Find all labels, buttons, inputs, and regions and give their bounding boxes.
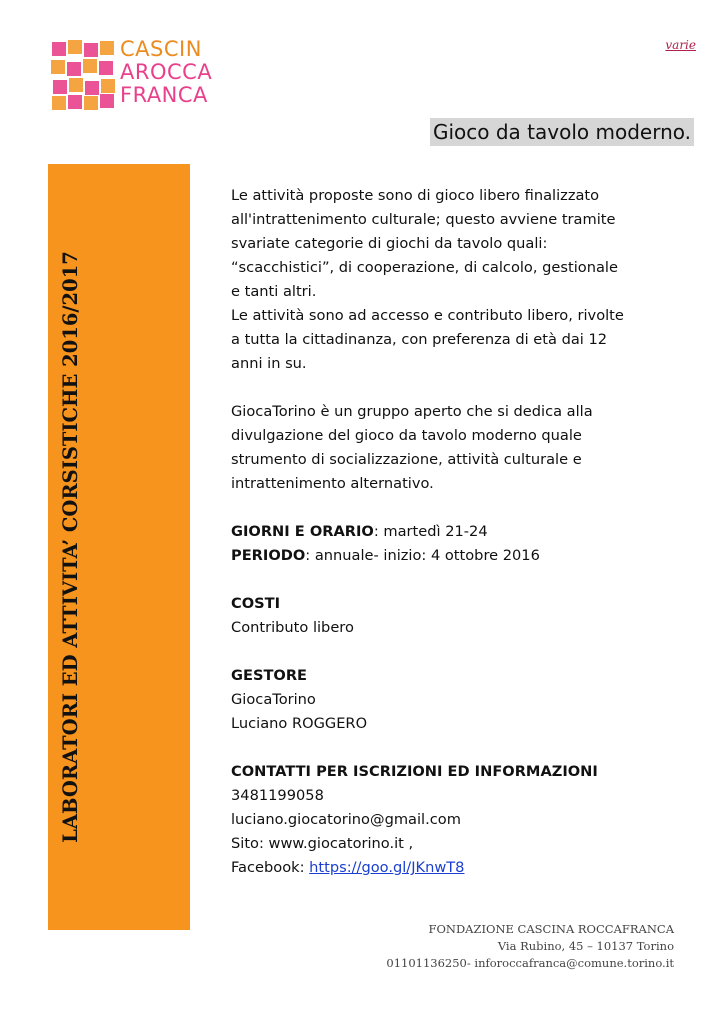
schedule-value: : martedì 21-24 — [373, 523, 488, 540]
manager-name: Luciano ROGGERO — [231, 715, 368, 732]
text-line: all'intrattenimento culturale; questo avviene tramite — [231, 211, 616, 228]
text-line: anni in su. — [231, 355, 307, 372]
logo-text — [120, 38, 212, 107]
page-title: Gioco da tavolo moderno. — [430, 118, 694, 146]
text-line: GiocaTorino è un gruppo aperto che si dedica alla — [231, 403, 593, 420]
period-label: PERIODO — [231, 547, 306, 564]
text-line: a tutta la cittadinanza, con preferenza di età dai 12 — [231, 331, 608, 348]
text-line: intrattenimento alternativo. — [231, 475, 434, 492]
manager-org: GiocaTorino — [231, 691, 316, 708]
text-line: Le attività proposte sono di gioco libero finalizzato — [231, 187, 600, 204]
text-line: strumento di socializzazione, attività culturale e — [231, 451, 582, 468]
category-label[interactable]: varie — [665, 38, 696, 52]
period-row — [231, 544, 691, 568]
facebook-label: Facebook: — [231, 859, 310, 876]
costs-value: Contributo libero — [231, 619, 354, 636]
main-content — [231, 184, 691, 880]
footer — [386, 921, 674, 972]
schedule-label: GIORNI E ORARIO — [231, 523, 374, 540]
group-paragraph — [231, 400, 691, 496]
period-value: : annuale- inizio: 4 ottobre 2016 — [305, 547, 540, 564]
contact-site: Sito: www.giocatorino.it , — [231, 835, 414, 852]
footer-contact: 01101136250- inforoccafranca@comune.torino.it — [386, 956, 674, 970]
sidebar-title: LABORATORI ED ATTIVITA’ CORSISTICHE 2016/2017 — [59, 251, 82, 843]
logo-line-1: CASCIN — [120, 37, 202, 61]
contact-facebook-row — [231, 856, 691, 880]
logo — [50, 37, 213, 110]
text-line: divulgazione del gioco da tavolo moderno quale — [231, 427, 582, 444]
footer-address: Via Rubino, 45 – 10137 Torino — [497, 939, 674, 953]
contacts-heading: CONTATTI PER ISCRIZIONI ED INFORMAZIONI — [231, 763, 598, 780]
footer-organization: FONDAZIONE CASCINA ROCCAFRANCA — [428, 922, 674, 936]
logo-mark-icon — [50, 38, 116, 110]
manager-heading: GESTORE — [231, 667, 308, 684]
text-line: e tanti altri. — [231, 283, 317, 300]
intro-paragraph — [231, 184, 691, 376]
logo-line-2: AROCCA — [120, 60, 213, 84]
text-line: svariate categorie di giochi da tavolo quali: — [231, 235, 548, 252]
costs-heading: COSTI — [231, 595, 281, 612]
contact-email: luciano.giocatorino@gmail.com — [231, 811, 461, 828]
contact-phone: 3481199058 — [231, 787, 324, 804]
text-line: Le attività sono ad accesso e contributo libero, rivolte — [231, 307, 624, 324]
schedule-row — [231, 520, 691, 544]
text-line: “scacchistici”, di cooperazione, di calcolo, gestionale — [231, 259, 618, 276]
facebook-link[interactable]: https://goo.gl/JKnwT8 — [309, 859, 465, 876]
logo-line-3: FRANCA — [120, 83, 208, 107]
